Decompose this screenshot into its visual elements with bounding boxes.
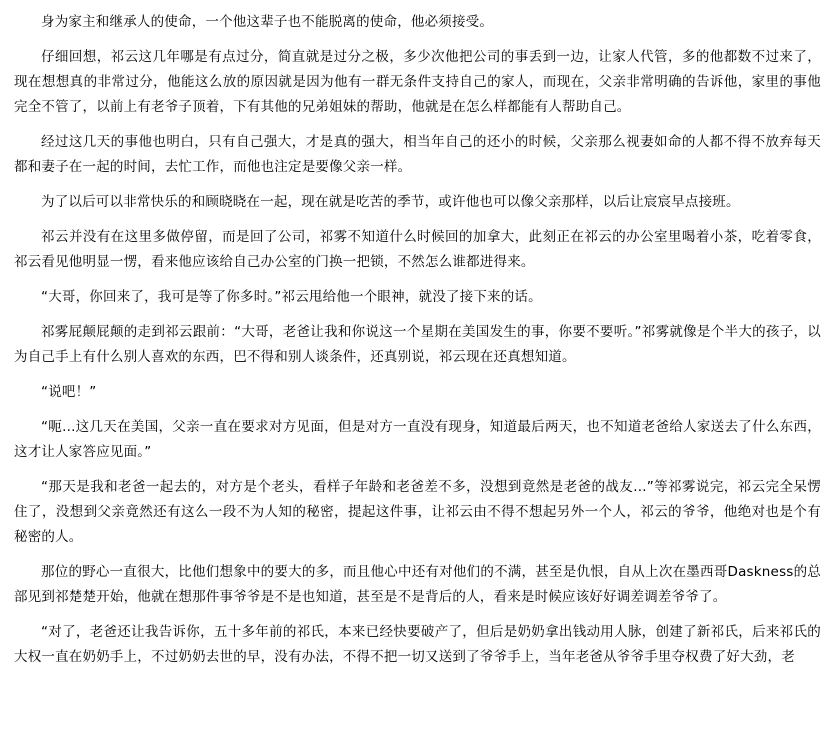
paragraph: “呃...这几天在美国，父亲一直在要求对方见面，但是对方一直没有现身，知道最后两天，也不知道老爸给人家送去了什么东西，这才让人家答应见面。” [14, 419, 821, 460]
paragraph: 仔细回想，祁云这几年哪是有点过分，简直就是过分之极，多少次他把公司的事丢到一边，让家人代管，多的他都数不过来了，现在想想真的非常过分，他能这么放的原因就是因为他有一群无条件支持自己的家人，而现在，父亲非常明确的告诉他，家里的事他完全不管了，以前上有老爷子顶着，下有其他的兄弟姐妹的帮助，他就是在怎么样都能有人帮助自己。 [14, 49, 821, 115]
paragraph: “对了，老爸还让我告诉你，五十多年前的祁氏，本来已经快要破产了，但后是奶奶拿出钱动用人脉，创建了新祁氏，后来祁氏的大权一直在奶奶手上，不过奶奶去世的早，没有办法，不得不把一切又送到了爷爷手上，当年老爸从爷爷手里夺权费了好大劲，老 [14, 624, 821, 665]
paragraph: 为了以后可以非常快乐的和顾晓晓在一起，现在就是吃苦的季节，或许他也可以像父亲那样，以后让宸宸早点接班。 [41, 194, 740, 210]
paragraph: “大哥，你回来了，我可是等了你多时。”祁云甩给他一个眼神，就没了接下来的话。 [41, 289, 542, 305]
paragraph: 经过这几天的事他也明白，只有自己强大，才是真的强大，相当年自己的还小的时候，父亲那么视妻如命的人都不得不放弃每天都和妻子在一起的时间，去忙工作，而他也注定是要像父亲一样。 [14, 134, 821, 175]
paragraph: 祁雾屁颠屁颠的走到祁云跟前：“大哥，老爸让我和你说这一个星期在美国发生的事，你要不要听。”祁雾就像是个半大的孩子，以为自己手上有什么别人喜欢的东西，巴不得和别人谈条件，还真别说，祁云现在还真想知道。 [14, 324, 821, 365]
paragraph: “说吧！” [41, 384, 97, 400]
paragraph: 祁云并没有在这里多做停留，而是回了公司，祁雾不知道什么时候回的加拿大，此刻正在祁云的办公室里喝着小茶，吃着零食，祁云看见他明显一愣，看来他应该给自己办公室的门换一把锁，不然怎么谁都进得来。 [14, 229, 821, 270]
paragraph: 那位的野心一直很大，比他们想象中的要大的多，而且他心中还有对他们的不满，甚至是仇恨，自从上次在墨西哥Daskness的总部见到祁楚楚开始，他就在想那件事爷爷是不是也知道，甚至是不是背后的人，看来是时候应该好好调差调差爷爷了。 [14, 564, 821, 605]
paragraph: 身为家主和继承人的使命，一个他这辈子也不能脱离的使命，他必须接受。 [41, 14, 494, 30]
paragraph: “那天是我和老爸一起去的，对方是个老头，看样子年龄和老爸差不多，没想到竟然是老爸的战友...”等祁雾说完，祁云完全呆愣住了，没想到父亲竟然还有这么一段不为人知的秘密，提起这件事，让祁云由不得不想起另外一个人，祁云的爷爷，他绝对也是个有秘密的人。 [14, 479, 821, 545]
